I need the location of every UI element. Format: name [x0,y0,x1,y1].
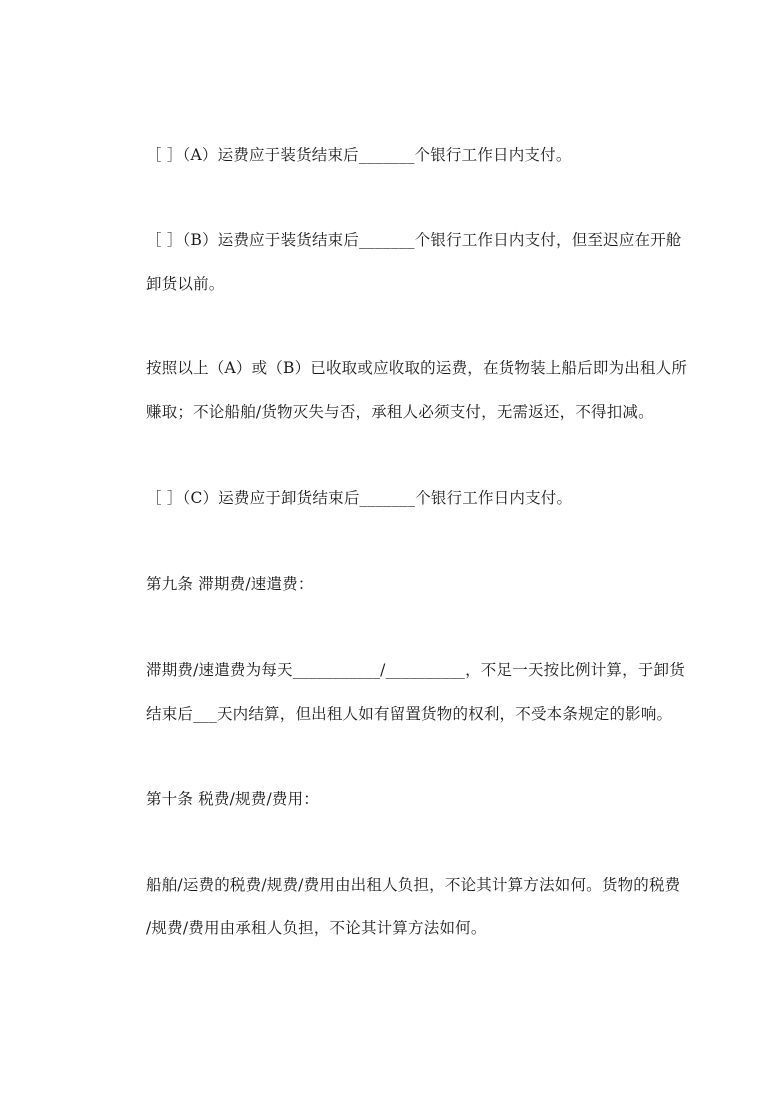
article-ten-body-line-1: 船舶/运费的税费/规费/费用由出租人负担，不论其计算方法如何。货物的税费 [146,876,681,894]
paragraph-earned-freight-line-2: 赚取；不论船舶/货物灭失与否，承租人必须支付，无需返还，不得扣减。 [146,403,654,421]
clause-freight-option-b-line-2: 卸货以前。 [146,275,225,293]
article-ten-body-line-2: /规费/费用由承租人负担，不论其计算方法如何。 [146,919,487,937]
clause-freight-option-a: ［ ］（A）运费应于装货结束后_______个银行工作日内支付。 [146,146,572,164]
article-nine-body-line-2: 结束后___天内结算，但出租人如有留置货物的权利，不受本条规定的影响。 [146,705,673,723]
article-nine-heading: 第九条 滞期费/速遣费： [146,575,314,593]
paragraph-earned-freight-line-1: 按照以上（A）或（B）已收取或应收取的运费，在货物装上船后即为出租人所 [146,359,688,377]
article-nine-body-line-1: 滞期费/速遣费为每天___________/__________，不足一天按比例计算，于卸货 [146,661,685,679]
clause-freight-option-c: ［ ］（C）运费应于卸货结束后_______个银行工作日内支付。 [146,489,573,507]
clause-freight-option-b-line-1: ［ ］（B）运费应于装货结束后_______个银行工作日内支付，但至迟应在开舱 [146,231,682,249]
article-ten-heading: 第十条 税费/规费/费用： [146,790,319,808]
